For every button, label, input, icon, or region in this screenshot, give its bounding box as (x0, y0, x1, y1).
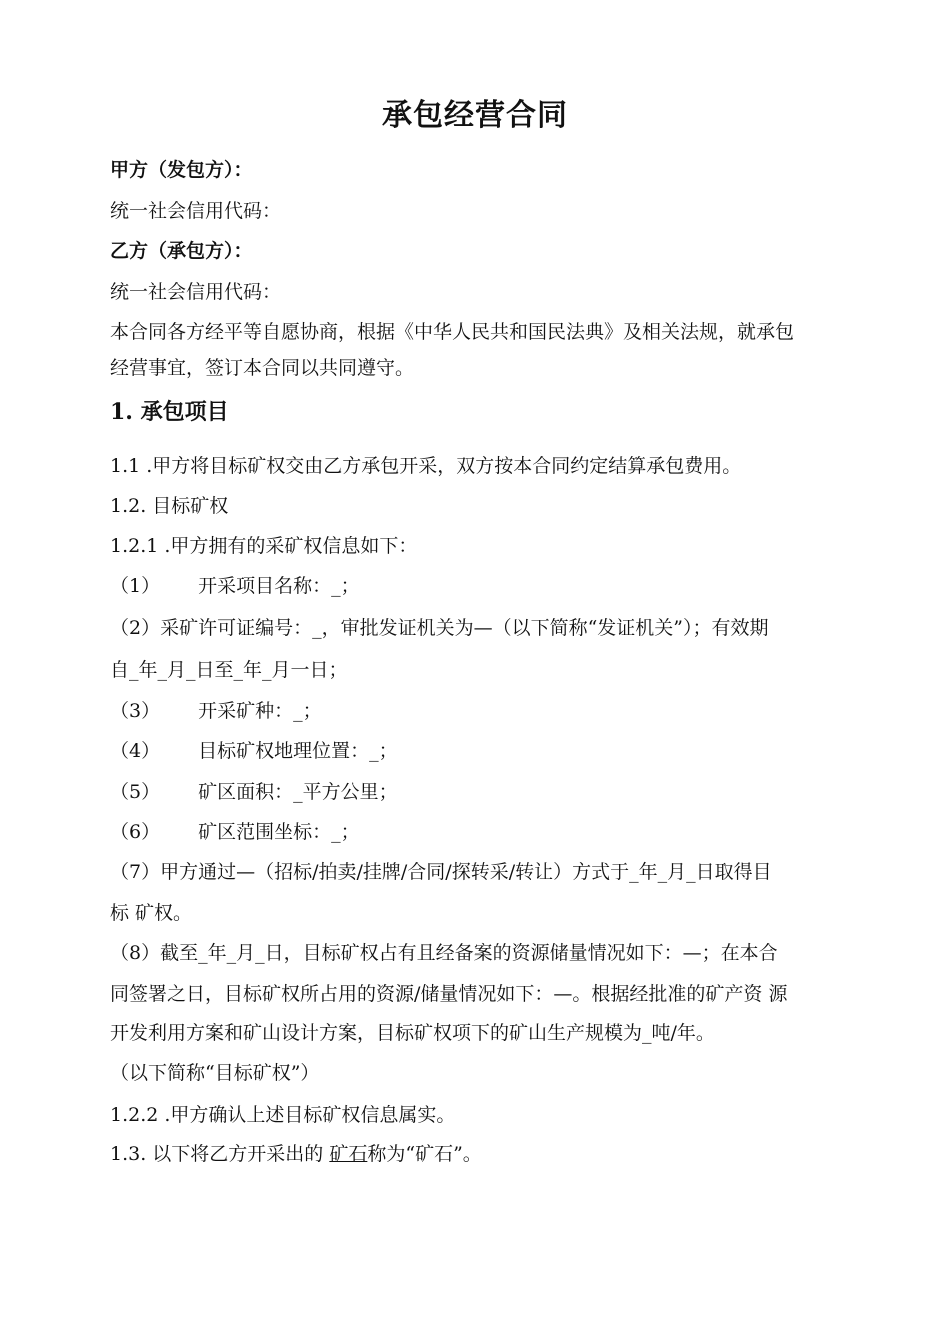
preamble-line-1: 本合同各方经平等自愿协商，根据《中华人民共和国民法典》及相关法规，就承包 (110, 321, 795, 343)
party-a-label: 甲方（发包方）： (110, 159, 253, 181)
clause-1-2-2: 1.2.2 .甲方确认上述目标矿权信息属实。 (110, 1104, 456, 1126)
document-title: 承包经营合同 (382, 98, 568, 133)
list-item-8-line-1: （8）截至_年_月_日，目标矿权占有且经备案的资源储量情况如下：—；在本合 (110, 942, 778, 964)
clause-1-3 (110, 1141, 482, 1167)
list-item-text: 目标矿权地理位置：_； (198, 740, 398, 762)
list-item-8-line-2: 同签署之日，目标矿权所占用的资源/储量情况如下：—。根据经批准的矿产资 源 (110, 983, 788, 1005)
clause-1-1: 1.1 .甲方将目标矿权交由乙方承包开采，双方按本合同约定结算承包费用。 (110, 455, 742, 477)
party-a-credit-code-label: 统一社会信用代码： (110, 200, 282, 222)
clause-1-2: 1.2. 目标矿权 (110, 495, 229, 517)
list-item-number: （3） (110, 700, 161, 722)
list-item-3 (110, 698, 322, 724)
clause-1-3-prefix: 1.3. 以下将乙方开采出的 (110, 1143, 330, 1165)
alias-note: （以下简称“目标矿权”） (110, 1062, 320, 1084)
section-1-heading: 1. 承包项目 (110, 399, 229, 425)
list-item-6 (110, 819, 360, 845)
list-item-text: 矿区范围坐标：_； (198, 821, 360, 843)
party-b-credit-code-label: 统一社会信用代码： (110, 281, 282, 303)
list-item-text: 矿区面积：_平方公里； (198, 781, 398, 803)
list-item-text: 开采矿种：_； (198, 700, 322, 722)
list-item-5 (110, 779, 398, 805)
party-b-label: 乙方（承包方）： (110, 240, 253, 262)
list-item-text: 开采项目名称：_； (198, 575, 360, 597)
list-item-4 (110, 738, 398, 764)
list-item-2-line-2: 自_年_月_日至_年_月一日； (110, 659, 348, 681)
list-item-2-line-1: （2）采矿许可证编号：_，审批发证机关为—（以下简称“发证机关”）；有效期 (110, 617, 769, 639)
list-item-number: （6） (110, 821, 161, 843)
list-item-number: （5） (110, 781, 161, 803)
clause-1-3-suffix: 称为“矿石”。 (367, 1143, 482, 1165)
list-item-number: （1） (110, 575, 161, 597)
clause-1-2-1: 1.2.1 .甲方拥有的采矿权信息如下： (110, 535, 418, 557)
preamble-line-2: 经营事宜，签订本合同以共同遵守。 (110, 357, 415, 379)
list-item-7-line-2: 标 矿权。 (110, 902, 193, 924)
list-item-7-line-1: （7）甲方通过—（招标/拍卖/挂牌/合同/探转采/转让）方式于_年_月_日取得目 (110, 861, 772, 883)
list-item-1 (110, 573, 360, 599)
list-item-number: （4） (110, 740, 161, 762)
list-item-8-line-3: 开发利用方案和矿山设计方案，目标矿权项下的矿山生产规模为_吨/年。 (110, 1022, 715, 1044)
clause-1-3-underlined-term: 矿石 (329, 1143, 368, 1165)
